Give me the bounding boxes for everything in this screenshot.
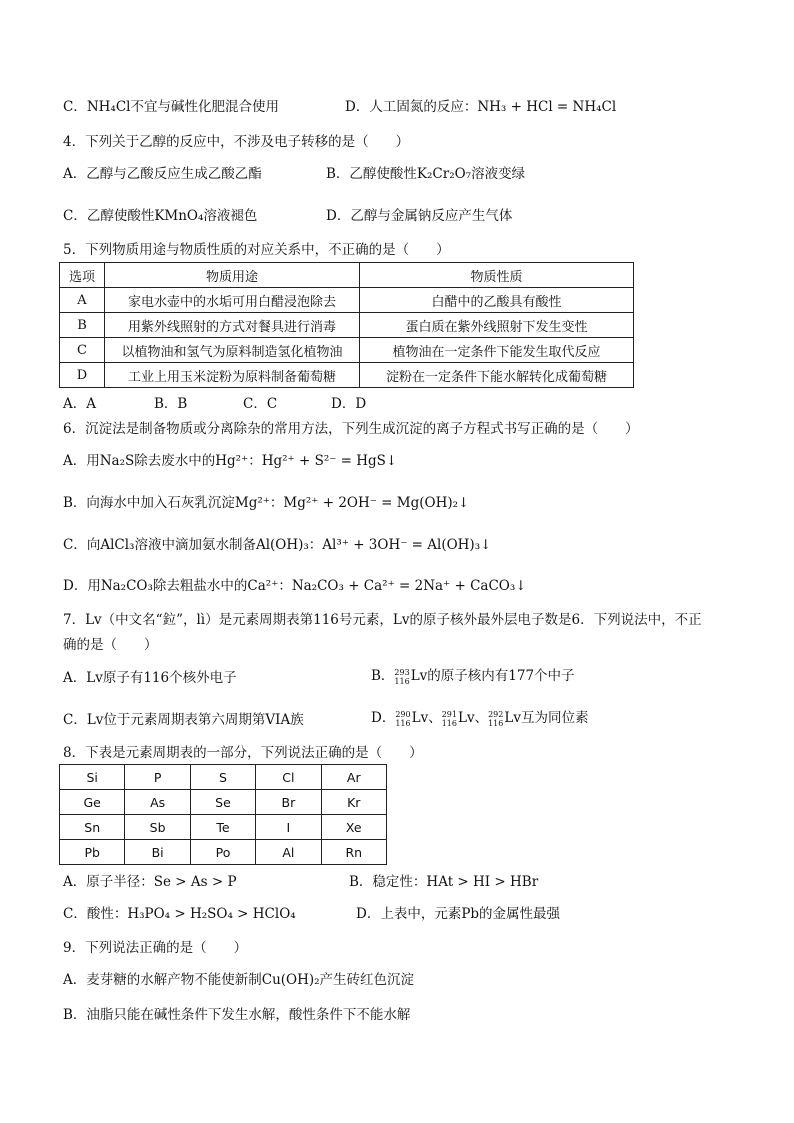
element-cell: Sn: [60, 815, 125, 840]
isotope-notation: [394, 668, 409, 686]
table-header-cell: 物质用途: [105, 263, 360, 288]
table-cell: 以植物油和氢气为原料制造氢化植物油: [105, 338, 360, 363]
atomic-number: 116: [395, 718, 411, 728]
mass-number: 292: [488, 709, 504, 719]
element-cell: Se: [190, 790, 255, 815]
element-cell: Al: [256, 840, 321, 865]
q4-option-c: C．乙醇使酸性KMnO₄溶液褪色: [63, 208, 258, 224]
table-cell: 工业上用玉米淀粉为原料制备葡萄糖: [105, 363, 360, 388]
option-text: Lv的原子核内有177个中子: [410, 668, 575, 684]
table-row: [60, 313, 634, 338]
table-cell: B: [60, 313, 105, 338]
q8-option-b: B．稳定性：HAt > HI > HBr: [349, 874, 539, 890]
q8-option-c: C．酸性：H₃PO₄ > H₂SO₄ > HClO₄: [63, 906, 296, 922]
element-cell: Po: [190, 840, 255, 865]
element-cell: Te: [190, 815, 255, 840]
element-cell: Xe: [321, 815, 386, 840]
q6-option-a: A．用Na₂S除去废水中的Hg²⁺：Hg²⁺ + S²⁻ = HgS↓: [63, 453, 398, 469]
element-cell: S: [190, 765, 255, 790]
table-cell: C: [60, 338, 105, 363]
table-row: [60, 815, 387, 840]
separator: 、: [428, 710, 442, 726]
q7-stem-line2: 确的是（ ）: [63, 637, 158, 653]
element-cell: Ge: [60, 790, 125, 815]
q7-option-d: [371, 709, 588, 728]
q6-option-d: D．用Na₂CO₃除去粗盐水中的Ca²⁺：Na₂CO₃ + Ca²⁺ = 2Na⁺ + CaCO₃↓: [63, 578, 527, 594]
q6-stem: 6．沉淀法是制备物质或分离除杂的常用方法，下列生成沉淀的离子方程式书写正确的是（ ）: [63, 421, 639, 437]
element-cell: Bi: [125, 840, 190, 865]
q3-option-d: D．人工固氮的反应：NH₃ + HCl = NH₄Cl: [345, 99, 617, 115]
atomic-number: 116: [488, 718, 504, 728]
q5-option-a: A．A: [63, 396, 96, 412]
table-cell: 白醋中的乙酸具有酸性: [360, 288, 634, 313]
q7-option-b: [371, 667, 575, 686]
separator: 、: [474, 710, 489, 726]
q8-option-a: A．原子半径：Se > As > P: [63, 874, 237, 890]
q6-option-c: C．向AlCl₃溶液中滴加氨水制备Al(OH)₃：Al³⁺ + 3OH⁻ = Al(OH)₃↓: [63, 537, 492, 553]
element-cell: Kr: [321, 790, 386, 815]
table-header-cell: 选项: [60, 263, 105, 288]
option-letter: B．: [371, 668, 395, 684]
q3-option-c: C．NH₄Cl不宜与碱性化肥混合使用: [63, 99, 279, 115]
q8-option-d: D．上表中，元素Pb的金属性最强: [356, 906, 561, 922]
q9-option-b: B．油脂只能在碱性条件下发生水解，酸性条件下不能水解: [63, 1007, 411, 1023]
element-cell: Pb: [60, 840, 125, 865]
table-cell: 植物油在一定条件下能发生取代反应: [360, 338, 634, 363]
table-cell: D: [60, 363, 105, 388]
table-header-row: [60, 263, 634, 288]
element-cell: Br: [256, 790, 321, 815]
table-cell: A: [60, 288, 105, 313]
atomic-number: 116: [441, 718, 457, 728]
table-row: [60, 840, 387, 865]
option-text: 互为同位素: [520, 710, 589, 726]
isotope-notation: [488, 710, 503, 728]
element-symbol: Lv: [504, 710, 521, 726]
mass-number: 293: [394, 667, 410, 677]
q5-option-d: D．D: [331, 396, 367, 412]
element-cell: Cl: [256, 765, 321, 790]
q6-option-b: B．向海水中加入石灰乳沉淀Mg²⁺：Mg²⁺ + 2OH⁻ = Mg(OH)₂↓: [63, 495, 470, 511]
table-row: [60, 765, 387, 790]
element-cell: Ar: [321, 765, 386, 790]
element-cell: As: [125, 790, 190, 815]
q4-option-d: D．乙醇与金属钠反应产生气体: [326, 208, 513, 224]
table-row: [60, 338, 634, 363]
atomic-number: 116: [394, 676, 410, 686]
table-cell: 蛋白质在紫外线照射下发生变性: [360, 313, 634, 338]
isotope-notation: [442, 710, 457, 728]
element-symbol: Lv: [457, 710, 475, 726]
table-row: [60, 288, 634, 313]
q8-stem: 8．下表是元素周期表的一部分，下列说法正确的是（ ）: [63, 745, 423, 761]
mass-number: 290: [395, 709, 411, 719]
table-header-cell: 物质性质: [360, 263, 634, 288]
q9-option-a: A．麦芽糖的水解产物不能使新制Cu(OH)₂产生砖红色沉淀: [63, 972, 415, 988]
q5-stem: 5．下列物质用途与物质性质的对应关系中，不正确的是（ ）: [63, 242, 450, 258]
q7-option-a: A．Lv原子有116个核外电子: [63, 670, 237, 686]
element-cell: Sb: [125, 815, 190, 840]
periodic-table-fragment: [59, 764, 387, 865]
isotope-notation: [395, 710, 410, 728]
q4-stem: 4．下列关于乙醇的反应中，不涉及电子转移的是（ ）: [63, 134, 410, 150]
table-row: [60, 363, 634, 388]
q9-stem: 9．下列说法正确的是（ ）: [63, 940, 248, 956]
table-cell: 用紫外线照射的方式对餐具进行消毒: [105, 313, 360, 338]
table-cell: 家电水壶中的水垢可用白醋浸泡除去: [105, 288, 360, 313]
table-cell: 淀粉在一定条件下能水解转化成葡萄糖: [360, 363, 634, 388]
element-cell: Rn: [321, 840, 386, 865]
element-cell: P: [125, 765, 190, 790]
q7-stem-line1: 7．Lv（中文名“鉝”，lì）是元素周期表第116号元素，Lv的原子核外最外层电子数是6．下列说法中，不正: [63, 612, 702, 628]
q4-option-b: B．乙醇使酸性K₂Cr₂O₇溶液变绿: [326, 166, 526, 182]
element-symbol: Lv: [411, 710, 429, 726]
q4-option-a: A．乙醇与乙酸反应生成乙酸乙酯: [63, 166, 262, 182]
element-cell: I: [256, 815, 321, 840]
q7-option-c: C．Lv位于元素周期表第六周期第VIA族: [63, 712, 304, 728]
q5-option-c: C．C: [243, 396, 278, 412]
element-cell: Si: [60, 765, 125, 790]
table-row: [60, 790, 387, 815]
mass-number: 291: [441, 709, 457, 719]
q5-table: [59, 262, 634, 388]
option-letter: D．: [371, 710, 396, 726]
q5-option-b: B．B: [154, 396, 188, 412]
